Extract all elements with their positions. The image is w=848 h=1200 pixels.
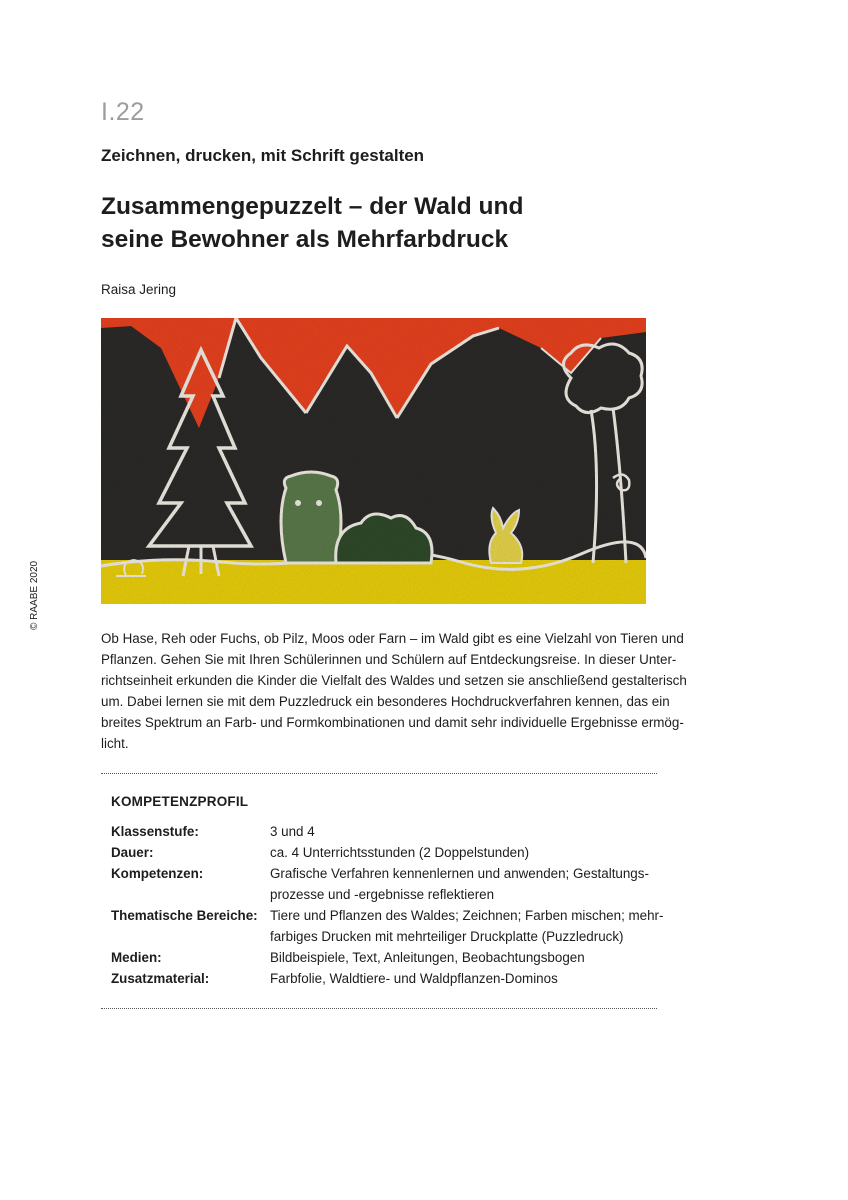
profile-value: Tiere und Pflanzen des Waldes; Zeichnen; Farben mischen; mehr- farbiges Drucken mit mehrteiliger Druckplatte (Puzzledruck) (270, 908, 664, 944)
profile-label: Zusatzmaterial: (111, 971, 210, 986)
profile-label: Klassenstufe: (111, 824, 199, 839)
divider-bottom (101, 1008, 657, 1009)
title-line-1: Zusammengepuzzelt – der Wald und (101, 193, 524, 220)
intro-line: breites Spektrum an Farb- und Formkombinationen und damit sehr individuelle Ergebnisse ermög- (101, 715, 684, 730)
profile-heading: KOMPETENZPROFIL (111, 794, 249, 809)
page-title (101, 190, 661, 256)
copyright-notice: © RAABE 2020 (29, 560, 40, 630)
profile-value: Bildbeispiele, Text, Anleitungen, Beobachtungsbogen (270, 950, 585, 965)
competence-profile (111, 821, 664, 989)
profile-label: Dauer: (111, 845, 154, 860)
profile-row-extra-material (111, 968, 651, 989)
author: Raisa Jering (101, 282, 177, 297)
divider-top (101, 773, 657, 774)
profile-value: Grafische Verfahren kennenlernen und anwenden; Gestaltungs- prozesse und -ergebnisse reflektieren (270, 866, 649, 902)
profile-row-duration (111, 842, 651, 863)
intro-paragraph (101, 628, 687, 754)
profile-label: Kompetenzen: (111, 866, 204, 881)
intro-line: Pflanzen. Gehen Sie mit Ihren Schülerinnen und Schülern auf Entdeckungsreise. In dieser Unter- (101, 652, 677, 667)
title-line-2: seine Bewohner als Mehrfarbdruck (101, 226, 509, 253)
profile-value: Farbfolie, Waldtiere- und Waldpflanzen-Dominos (270, 971, 558, 986)
profile-value: ca. 4 Unterrichtsstunden (2 Doppelstunden) (270, 845, 530, 860)
profile-row-topics (111, 905, 664, 947)
unit-code: I.22 (101, 98, 145, 126)
forest-print-artwork (101, 318, 646, 604)
profile-label: Thematische Bereiche: (111, 908, 258, 923)
profile-row-media (111, 947, 651, 968)
series-title: Zeichnen, drucken, mit Schrift gestalten (101, 146, 425, 165)
profile-row-grade (111, 821, 651, 842)
intro-line: licht. (101, 736, 129, 751)
profile-value: 3 und 4 (270, 824, 315, 839)
intro-line: um. Dabei lernen sie mit dem Puzzledruck ein besonderes Hochdruckverfahren kennen, das ein (101, 694, 670, 709)
intro-line: Ob Hase, Reh oder Fuchs, ob Pilz, Moos oder Farn – im Wald gibt es eine Vielzahl von Tieren und (101, 631, 684, 646)
intro-line: richtseinheit erkunden die Kinder die Vielfalt des Waldes und setzen sie anschließend gestalterisch (101, 673, 687, 688)
profile-row-competences (111, 863, 651, 905)
forest-print-illustration (101, 318, 646, 604)
profile-label: Medien: (111, 950, 162, 965)
